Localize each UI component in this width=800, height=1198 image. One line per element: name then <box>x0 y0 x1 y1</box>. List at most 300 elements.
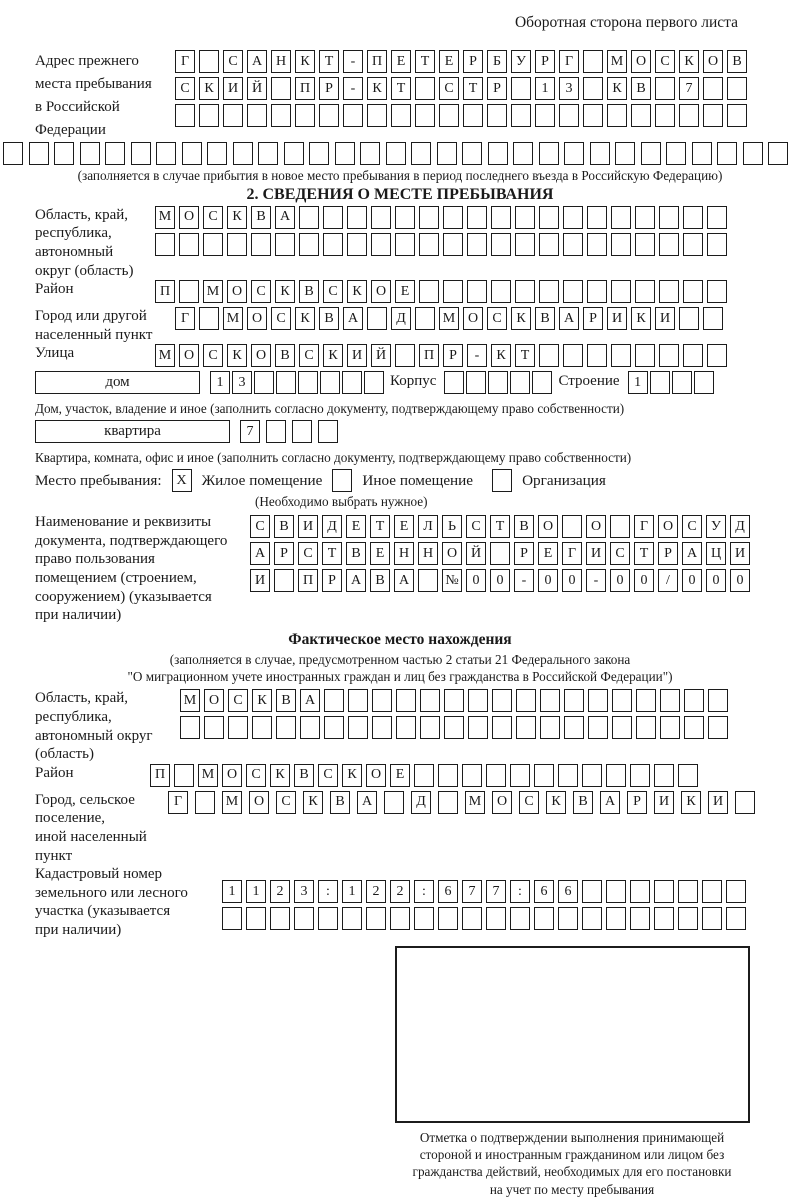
char-cell <box>707 344 727 367</box>
char-cell <box>683 206 703 229</box>
char-cell <box>727 104 747 127</box>
char-cell: 1 <box>342 880 362 903</box>
char-cell <box>582 764 602 787</box>
char-cell: Р <box>535 50 555 73</box>
char-cell: Д <box>391 307 411 330</box>
char-cell: С <box>223 50 243 73</box>
char-cell: 0 <box>706 569 726 592</box>
char-cell <box>511 104 531 127</box>
char-cell: 0 <box>490 569 510 592</box>
char-cell <box>558 764 578 787</box>
char-cell <box>559 104 579 127</box>
char-cell <box>654 907 674 930</box>
char-cell <box>347 206 367 229</box>
checkbox-organization <box>492 469 512 492</box>
char-cell: 0 <box>538 569 558 592</box>
char-cell <box>396 716 416 739</box>
title-document-rows <box>250 515 750 596</box>
char-cell: И <box>586 542 606 565</box>
char-cell <box>510 371 530 394</box>
char-cell <box>199 104 219 127</box>
apartment-cells <box>240 420 338 443</box>
char-cell <box>487 104 507 127</box>
char-cell <box>415 77 435 100</box>
char-cell <box>415 307 435 330</box>
char-cell <box>588 716 608 739</box>
char-cell <box>564 142 584 165</box>
char-cell: О <box>222 764 242 787</box>
char-cell <box>611 344 631 367</box>
title-document-row-1 <box>250 515 750 538</box>
char-cell: 1 <box>246 880 266 903</box>
char-cell <box>563 206 583 229</box>
char-cell <box>582 907 602 930</box>
char-cell <box>635 280 655 303</box>
char-cell: П <box>419 344 439 367</box>
char-cell: М <box>439 307 459 330</box>
char-cell <box>678 880 698 903</box>
char-cell <box>274 569 294 592</box>
char-cell <box>324 716 344 739</box>
char-cell <box>384 791 404 814</box>
char-cell <box>295 104 315 127</box>
char-cell: И <box>347 344 367 367</box>
char-cell <box>659 280 679 303</box>
char-cell <box>630 880 650 903</box>
char-cell: С <box>246 764 266 787</box>
char-cell <box>717 142 737 165</box>
char-cell <box>467 206 487 229</box>
char-cell <box>372 689 392 712</box>
char-cell: Г <box>562 542 582 565</box>
char-cell: И <box>708 791 728 814</box>
char-cell <box>320 371 340 394</box>
city-row <box>175 307 723 330</box>
char-cell: 0 <box>682 569 702 592</box>
char-cell: В <box>631 77 651 100</box>
char-cell <box>635 206 655 229</box>
stroenie-cells <box>628 371 714 394</box>
char-cell: И <box>655 307 675 330</box>
char-cell <box>444 371 464 394</box>
street-label: Улица <box>35 345 75 362</box>
char-cell <box>659 344 679 367</box>
char-cell <box>271 104 291 127</box>
char-cell <box>292 420 312 443</box>
char-cell: А <box>600 791 620 814</box>
char-cell: О <box>703 50 723 73</box>
char-cell <box>414 907 434 930</box>
char-cell <box>419 233 439 256</box>
cadastral-row-2 <box>222 907 746 930</box>
char-cell <box>395 344 415 367</box>
char-cell: : <box>414 880 434 903</box>
char-cell <box>105 142 125 165</box>
char-cell: 1 <box>535 77 555 100</box>
char-cell <box>364 371 384 394</box>
char-cell: С <box>519 791 539 814</box>
char-cell: И <box>250 569 270 592</box>
char-cell: К <box>227 344 247 367</box>
char-cell: 0 <box>634 569 654 592</box>
char-cell: Г <box>634 515 654 538</box>
char-cell: - <box>343 50 363 73</box>
char-cell: Г <box>175 50 195 73</box>
char-cell <box>266 420 286 443</box>
title-document-label: Наименование и реквизиты документа, подтверждающего право пользования помещением (строением, сооружением) (указывается при наличии) <box>35 514 228 624</box>
checkbox-residential: X <box>172 469 192 492</box>
char-cell: К <box>491 344 511 367</box>
char-cell: Н <box>394 542 414 565</box>
stroenie-label: Строение <box>558 373 620 390</box>
char-cell <box>692 142 712 165</box>
char-cell: С <box>439 77 459 100</box>
char-cell: М <box>155 206 175 229</box>
char-cell: П <box>150 764 170 787</box>
stay-type-note: (Необходимо выбрать нужное) <box>255 494 428 510</box>
char-cell: 7 <box>462 880 482 903</box>
char-cell <box>252 716 272 739</box>
actual-location-title: Фактическое место нахождения <box>288 630 512 648</box>
char-cell: Р <box>583 307 603 330</box>
char-cell: - <box>586 569 606 592</box>
char-cell: В <box>514 515 534 538</box>
prev-address-row-1 <box>175 50 747 73</box>
char-cell <box>562 515 582 538</box>
char-cell: Т <box>391 77 411 100</box>
stay-type-label: Место пребывания: <box>35 471 162 489</box>
char-cell <box>612 689 632 712</box>
char-cell: Е <box>394 515 414 538</box>
char-cell <box>655 77 675 100</box>
char-cell <box>607 104 627 127</box>
char-cell: У <box>706 515 726 538</box>
char-cell: В <box>346 542 366 565</box>
actual-region-row-1 <box>180 689 728 712</box>
char-cell: - <box>514 569 534 592</box>
char-cell <box>391 104 411 127</box>
street-row <box>155 344 727 367</box>
char-cell: С <box>610 542 630 565</box>
char-cell <box>666 142 686 165</box>
char-cell <box>131 142 151 165</box>
char-cell <box>348 689 368 712</box>
char-cell <box>414 764 434 787</box>
char-cell <box>606 907 626 930</box>
char-cell: С <box>228 689 248 712</box>
cadastral-rows <box>222 880 746 934</box>
char-cell <box>443 280 463 303</box>
char-cell: К <box>511 307 531 330</box>
char-cell: 6 <box>534 880 554 903</box>
char-cell: О <box>204 689 224 712</box>
char-cell: О <box>538 515 558 538</box>
char-cell <box>641 142 661 165</box>
char-cell: О <box>631 50 651 73</box>
char-cell <box>654 880 674 903</box>
char-cell <box>515 233 535 256</box>
char-cell: Т <box>319 50 339 73</box>
district-row <box>155 280 727 303</box>
char-cell: Т <box>463 77 483 100</box>
prev-address-label: Адрес прежнего места пребывания в Российской Федерации <box>35 53 152 138</box>
char-cell: М <box>198 764 218 787</box>
char-cell: И <box>730 542 750 565</box>
char-cell: М <box>465 791 485 814</box>
char-cell: В <box>276 689 296 712</box>
char-cell: А <box>357 791 377 814</box>
char-cell <box>29 142 49 165</box>
char-cell <box>276 371 296 394</box>
char-cell <box>299 233 319 256</box>
stamp-note: Отметка о подтверждении выполнения принимающей стороной и иностранным гражданином или лицом без гражданства действий, необходимых для его постановки на учет по месту пребывания <box>412 1129 732 1197</box>
char-cell <box>156 142 176 165</box>
char-cell <box>678 907 698 930</box>
char-cell: - <box>467 344 487 367</box>
char-cell: И <box>654 791 674 814</box>
char-cell <box>203 233 223 256</box>
char-cell: 1 <box>628 371 648 394</box>
char-cell: / <box>658 569 678 592</box>
char-cell <box>703 307 723 330</box>
char-cell <box>396 689 416 712</box>
char-cell <box>462 907 482 930</box>
char-cell <box>223 104 243 127</box>
char-cell <box>583 104 603 127</box>
char-cell: О <box>251 344 271 367</box>
char-cell: Р <box>443 344 463 367</box>
char-cell <box>488 371 508 394</box>
char-cell <box>54 142 74 165</box>
char-cell <box>444 716 464 739</box>
char-cell <box>516 689 536 712</box>
char-cell <box>511 77 531 100</box>
char-cell: П <box>155 280 175 303</box>
char-cell <box>298 371 318 394</box>
char-cell <box>309 142 329 165</box>
char-cell: П <box>367 50 387 73</box>
char-cell <box>539 206 559 229</box>
char-cell <box>631 104 651 127</box>
char-cell <box>540 716 560 739</box>
char-cell: Р <box>463 50 483 73</box>
char-cell <box>684 716 704 739</box>
char-cell: Е <box>346 515 366 538</box>
char-cell: Е <box>538 542 558 565</box>
char-cell: О <box>658 515 678 538</box>
char-cell <box>683 344 703 367</box>
char-cell: Д <box>411 791 431 814</box>
char-cell <box>564 689 584 712</box>
char-cell: К <box>295 50 315 73</box>
actual-district-label: Район <box>35 764 74 781</box>
char-cell <box>636 716 656 739</box>
char-cell: Е <box>395 280 415 303</box>
char-cell: П <box>298 569 318 592</box>
char-cell <box>582 880 602 903</box>
char-cell <box>707 233 727 256</box>
char-cell <box>610 515 630 538</box>
house-field <box>0 371 800 398</box>
char-cell <box>438 764 458 787</box>
char-cell: 7 <box>679 77 699 100</box>
char-cell <box>227 233 247 256</box>
char-cell <box>532 371 552 394</box>
char-cell: О <box>249 791 269 814</box>
char-cell: Ь <box>442 515 462 538</box>
char-cell <box>486 764 506 787</box>
char-cell: 0 <box>466 569 486 592</box>
char-cell <box>179 233 199 256</box>
char-cell <box>462 764 482 787</box>
char-cell <box>323 206 343 229</box>
char-cell <box>335 142 355 165</box>
char-cell: 6 <box>438 880 458 903</box>
char-cell <box>318 420 338 443</box>
char-cell: А <box>682 542 702 565</box>
char-cell <box>515 206 535 229</box>
char-cell: В <box>274 515 294 538</box>
char-cell: А <box>300 689 320 712</box>
char-cell <box>80 142 100 165</box>
char-cell <box>630 764 650 787</box>
char-cell: Т <box>370 515 390 538</box>
char-cell <box>492 716 512 739</box>
actual-city-row <box>168 791 755 814</box>
char-cell <box>270 907 290 930</box>
char-cell <box>438 791 458 814</box>
char-cell <box>419 206 439 229</box>
char-cell <box>611 280 631 303</box>
char-cell: Р <box>322 569 342 592</box>
char-cell: М <box>155 344 175 367</box>
char-cell <box>463 104 483 127</box>
char-cell: В <box>535 307 555 330</box>
char-cell: Л <box>418 515 438 538</box>
house-note: Дом, участок, владение и иное (заполнить согласно документу, подтверждающему право собственности) <box>35 401 625 417</box>
char-cell: Т <box>415 50 435 73</box>
option-organization-label: Организация <box>522 471 606 489</box>
char-cell: 2 <box>390 880 410 903</box>
char-cell: С <box>175 77 195 100</box>
char-cell <box>510 764 530 787</box>
char-cell: 0 <box>610 569 630 592</box>
title-document-row-3 <box>250 569 750 592</box>
char-cell <box>233 142 253 165</box>
char-cell <box>611 206 631 229</box>
char-cell <box>258 142 278 165</box>
char-cell <box>347 233 367 256</box>
char-cell <box>491 206 511 229</box>
char-cell: Й <box>371 344 391 367</box>
char-cell <box>515 280 535 303</box>
region-field <box>0 206 800 280</box>
char-cell <box>390 907 410 930</box>
char-cell: Ц <box>706 542 726 565</box>
char-cell <box>743 142 763 165</box>
city-label: Город или другой населенный пункт <box>35 308 153 343</box>
char-cell <box>679 307 699 330</box>
char-cell <box>491 233 511 256</box>
char-cell <box>726 907 746 930</box>
char-cell: В <box>299 280 319 303</box>
district-label: Район <box>35 281 74 298</box>
char-cell: Н <box>271 50 291 73</box>
char-cell: 1 <box>222 880 242 903</box>
char-cell: А <box>559 307 579 330</box>
char-cell: 3 <box>294 880 314 903</box>
char-cell: В <box>370 569 390 592</box>
char-cell <box>558 907 578 930</box>
char-cell <box>437 142 457 165</box>
actual-city-label: Город, сельское поселение, иной населенный пункт <box>35 791 147 864</box>
char-cell: Й <box>247 77 267 100</box>
char-cell <box>371 233 391 256</box>
char-cell <box>444 689 464 712</box>
char-cell <box>467 233 487 256</box>
char-cell <box>466 371 486 394</box>
cadastral-row-1 <box>222 880 746 903</box>
char-cell <box>606 764 626 787</box>
char-cell: К <box>295 307 315 330</box>
char-cell <box>271 77 291 100</box>
title-document-field <box>0 513 800 625</box>
char-cell: Г <box>175 307 195 330</box>
char-cell: 6 <box>558 880 578 903</box>
option-other-premises-label: Иное помещение <box>362 471 474 489</box>
prev-address-row-4 <box>3 142 800 165</box>
char-cell: : <box>318 880 338 903</box>
char-cell: К <box>679 50 699 73</box>
page-header: Оборотная сторона первого листа <box>514 14 738 31</box>
char-cell <box>583 50 603 73</box>
char-cell <box>179 280 199 303</box>
char-cell <box>655 104 675 127</box>
char-cell: 7 <box>240 420 260 443</box>
char-cell: Д <box>730 515 750 538</box>
cadastral-field <box>0 865 800 939</box>
char-cell: И <box>223 77 243 100</box>
char-cell: А <box>275 206 295 229</box>
char-cell <box>588 689 608 712</box>
char-cell <box>768 142 788 165</box>
char-cell: В <box>294 764 314 787</box>
char-cell: С <box>299 344 319 367</box>
apartment-box: квартира <box>35 420 230 443</box>
korpus-cells <box>444 371 552 394</box>
char-cell: К <box>367 77 387 100</box>
char-cell <box>299 206 319 229</box>
char-cell <box>222 907 242 930</box>
char-cell <box>371 206 391 229</box>
char-cell <box>395 233 415 256</box>
actual-district-row <box>150 764 698 787</box>
char-cell <box>684 689 704 712</box>
char-cell <box>199 50 219 73</box>
char-cell: Н <box>418 542 438 565</box>
char-cell <box>702 880 722 903</box>
char-cell: В <box>319 307 339 330</box>
char-cell: А <box>343 307 363 330</box>
char-cell: К <box>227 206 247 229</box>
char-cell: П <box>295 77 315 100</box>
actual-district-field <box>0 764 800 791</box>
char-cell <box>275 233 295 256</box>
char-cell <box>611 233 631 256</box>
char-cell: В <box>275 344 295 367</box>
char-cell: С <box>466 515 486 538</box>
char-cell: Т <box>322 542 342 565</box>
